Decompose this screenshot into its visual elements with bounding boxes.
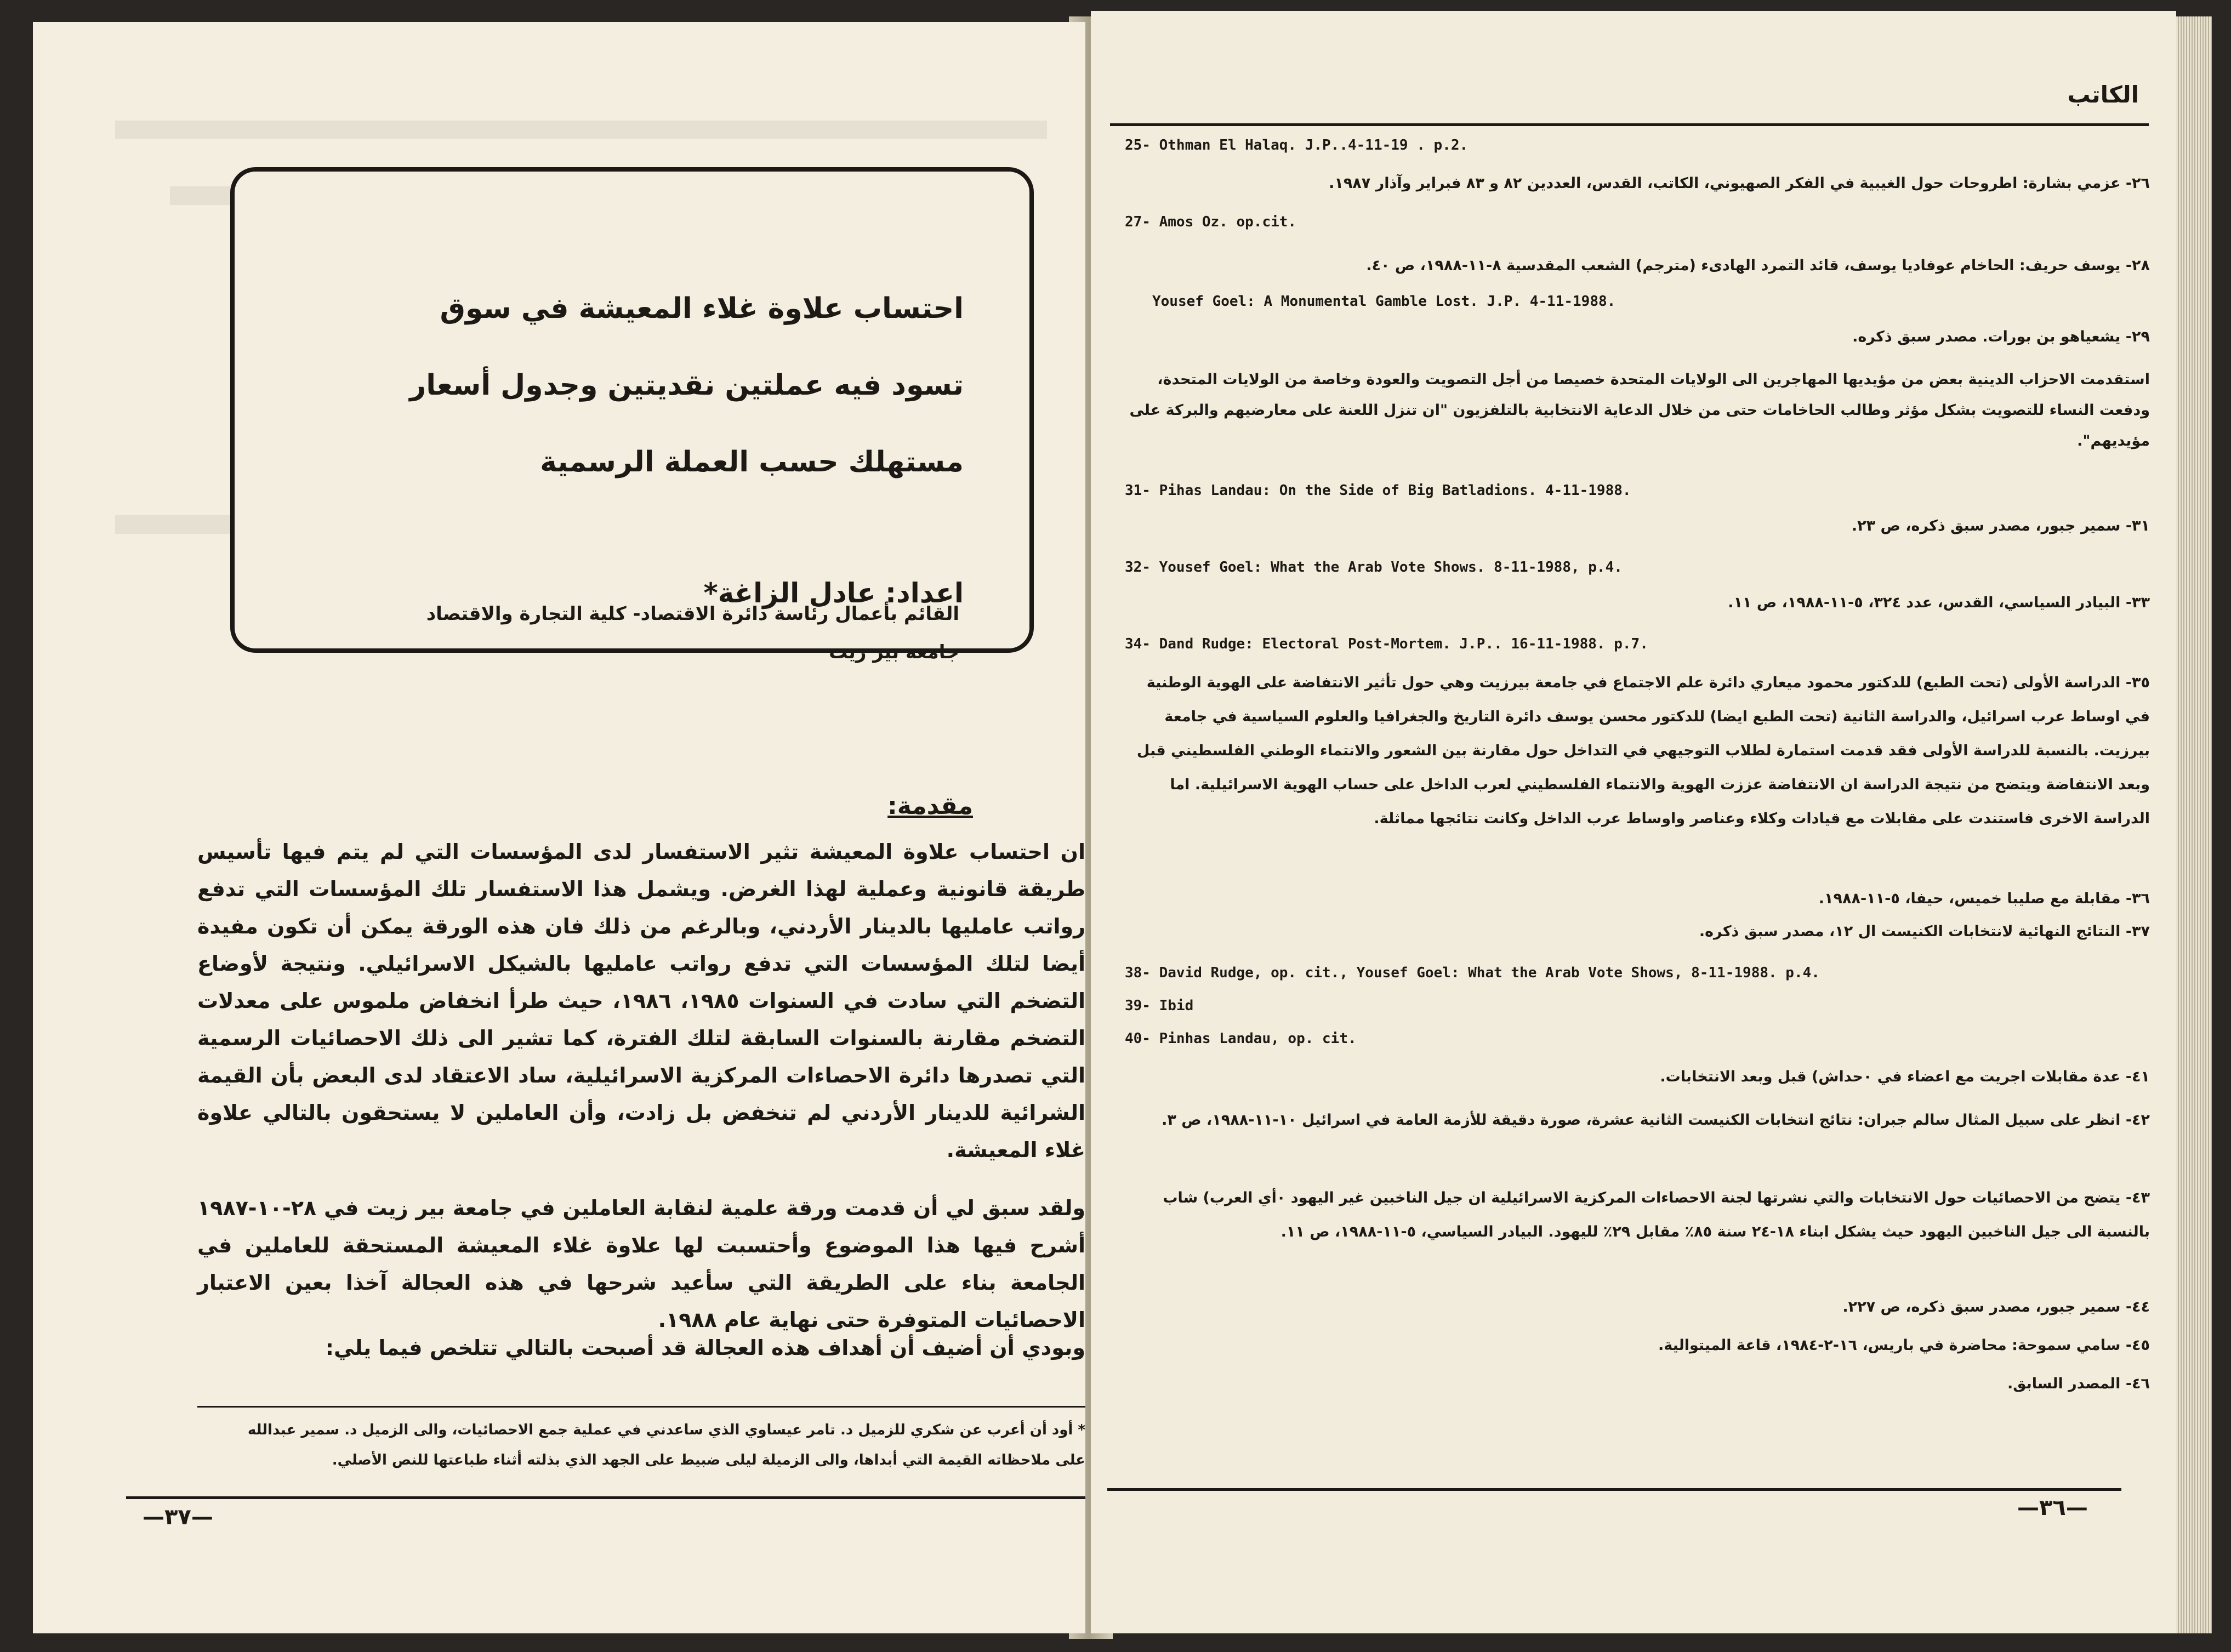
- running-head: الكاتب: [2067, 81, 2139, 108]
- reference-entry: ٣٥- الدراسة الأولى (تحت الطبع) للدكتور محمود ميعاري دائرة علم الاجتماع في جامعة بيرزيت وهي حول تأثير الانتفاضة على الهوية الوطنية في اوساط عرب اسرائيل، والدراسة الثانية (تحت الطبع ايضا) للدكتور محسن يوسف دائرة التاريخ والجغرافيا والعلوم السياسية في جامعة بيرزيت. بالنسبة للدراسة الأولى فقد قدمت استمارة لطلاب التوجيهي في التداخل حول مقارنة بين الشعور والانتماء الوطني الفلسطيني قبل وبعد الانتفاضة ويتضح من نتيجة الدراسة ان الانتفاضة عززت الهوية والانتماء الفلسطيني لعرب الداخل على حساب الهوية الاسرائيلية. اما الدراسة الاخرى فاستندت على مقابلات مع قيادات وكلاء وعناصر واوساط عرب الداخل وكانت نتائجها مماثلة.: [1136, 674, 2150, 827]
- reference-entry: ٤٤- سمير جبور، مصدر سبق ذكره، ص ٢٢٧.: [1842, 1298, 2150, 1315]
- reference-entry: 34- Dand Rudge: Electoral Post-Mortem. J.P.. 16-11-1988. p.7.: [1125, 636, 1648, 652]
- page-edges: [2173, 16, 2212, 1633]
- body-paragraph: ان احتساب علاوة المعيشة تثير الاستفسار لدى المؤسسات التي لم يتم فيها تأسيس طريقة قانونية وعملية لهذا الغرض. ويشمل هذا الاستفسار تلك المؤسسات التي تدفع رواتب عامليها بالدينار الأردني، وبالرغم من ذلك فان هذه الورقة يمكن أن تكون مفيدة أيضا لتلك المؤسسات التي تدفع رواتب عامليها بالشيكل الاسرائيلي. ونتيجة لأوضاع التضخم التي سادت في السنوات ١٩٨٥، ١٩٨٦، حيث طرأ انخفاض ملموس على معدلات التضخم مقارنة بالسنوات السابقة لتلك الفترة، كما تشير الى ذلك الاحصائيات الرسمية التي تصدرها دائرة الاحصاءات المركزية الاسرائيلية، ساد الاعتقاد لدى البعض بأن القيمة الشرائية للدينار الأردني لم تنخفض بل زادت، وأن العاملين لا يستحقون بالتالي علاوة غلاء المعيشة.: [197, 840, 1085, 1162]
- section-heading: مقدمة:: [887, 792, 973, 820]
- article-title-line-3: مستهلك حسب العملة الرسمية: [540, 446, 964, 478]
- body-paragraph: ولقد سبق لي أن قدمت ورقة علمية لنقابة العاملين في جامعة بير زيت في ٢٨-١٠-١٩٨٧ أشرح فيها هذا الموضوع وأحتسبت لها علاوة غلاء المعيشة المستحقة للعاملين في الجامعة بناء على الطريقة التي سأعيد شرحها في هذه العجالة آخذا بعين الاعتبار الاحصائيات المتوفرة حتى نهاية عام ١٩٨٨.: [197, 1196, 1085, 1332]
- reference-entry: 38- David Rudge, op. cit., Yousef Goel: What the Arab Vote Shows, 8-11-1988. p.4.: [1125, 965, 1820, 981]
- article-title-line-1: احتساب علاوة غلاء المعيشة في سوق: [440, 292, 964, 325]
- reference-entry: ٢٨- يوسف حريف: الحاخام عوفاديا يوسف، قائد التمرد الهادىء (مترجم) الشعب المقدسية ٨-١١-١٩٨٨، ص ٤٠.: [1366, 257, 2150, 274]
- reference-entry: ٣١- سمير جبور، مصدر سبق ذكره، ص ٢٣.: [1851, 517, 2150, 534]
- left-page: [33, 22, 1085, 1633]
- body-paragraph: وبودي أن أضيف أن أهداف هذه العجالة قد أصبحت بالتالي تتلخص فيما يلي:: [325, 1336, 1085, 1360]
- author-university: جامعة بير زيت: [829, 641, 959, 663]
- reference-entry: 40- Pinhas Landau, op. cit.: [1125, 1030, 1357, 1047]
- show-through-text: [115, 121, 1047, 139]
- reference-entry: 31- Pihas Landau: On the Side of Big Batladions. 4-11-1988.: [1125, 482, 1631, 499]
- reference-entry: ٤٥- سامي سموحة: محاضرة في باريس، ١٦-٢-١٩٨٤، قاعة الميتوالية.: [1658, 1337, 2150, 1354]
- reference-entry: 32- Yousef Goel: What the Arab Vote Shows. 8-11-1988, p.4.: [1125, 559, 1623, 576]
- reference-entry: 25- Othman El Halaq. J.P..4-11-19 . p.2.: [1125, 137, 1469, 153]
- reference-entry: ٣٧- النتائج النهائية لانتخابات الكنيست ال ١٢، مصدر سبق ذكره.: [1699, 923, 2150, 940]
- reference-entry: ٢٩- يشعياهو بن بورات. مصدر سبق ذكره.: [1852, 328, 2150, 345]
- reference-entry: Yousef Goel: A Monumental Gamble Lost. J.P. 4-11-1988.: [1152, 293, 1616, 310]
- header-rule: [1110, 123, 2149, 126]
- title-box: [230, 167, 1034, 653]
- page-bottom-rule: [1107, 1488, 2121, 1491]
- reference-entry: ٤٣- يتضح من الاحصائيات حول الانتخابات والتي نشرتها لجنة الاحصاءات المركزية الاسرائيلية ان جيل الناخبين غير اليهود ٠أي العرب) شاب بالنسبة الى جيل الناخبين اليهود حيث يشكل ابناء ١٨-٢٤ سنة ٨٥٪ مقابل ٢٩٪ لليهود. البيادر السياسي، ٥-١١-١٩٨٨، ص ١١.: [1163, 1189, 2150, 1240]
- reference-entry: 39- Ibid: [1125, 998, 1194, 1014]
- footnote-rule: [197, 1406, 1085, 1408]
- author-line: اعداد: عادل الزاغة*: [703, 577, 964, 609]
- page-bottom-rule: [126, 1496, 1085, 1499]
- article-title-line-2: تسود فيه عملتين نقديتين وجدول أسعار: [409, 369, 964, 402]
- reference-entry: استقدمت الاحزاب الدينية بعض من مؤيديها المهاجرين الى الولايات المتحدة خصيصا من أجل التصويت والعودة وخاصة من الولايات المتحدة، ودفعت النساء للتصويت بشكل مؤثر وطالب الحاخامات حتى من خلال الدعاية الانتخابية بالتلفزيون "ان تنزل اللعنة على معارضيهم والبركة على مؤيديهم".: [1129, 371, 2150, 449]
- right-page: [1091, 11, 2176, 1633]
- reference-entry: 27- Amos Oz. op.cit.: [1125, 214, 1297, 230]
- page-number: —٣٦—: [2017, 1495, 2088, 1520]
- reference-entry: ٤١- عدة مقابلات اجريت مع اعضاء في ٠حداش) قبل وبعد الانتخابات.: [1660, 1068, 2150, 1085]
- footnote-line: على ملاحظاته القيمة التي أبداها، والى الزميلة ليلى ضبيط على الجهد الذي بذلته أثناء طباعتها للنص الأصلي.: [332, 1452, 1085, 1468]
- reference-entry: ٣٦- مقابلة مع صليبا خميس، حيفا، ٥-١١-١٩٨٨.: [1818, 890, 2150, 907]
- reference-entry: ٤٢- انظر على سبيل المثال سالم جبران: نتائج انتخابات الكنيست الثانية عشرة، صورة دقيقة للأزمة العامة في اسرائيل ١٠-١١-١٩٨٨، ص ٣.: [1162, 1112, 2150, 1129]
- footnote-line: * أود أن أعرب عن شكري للزميل د. تامر عيساوي الذي ساعدني في عملية جمع الاحصائيات، والى الزميل د. سمير عبدالله: [247, 1422, 1085, 1438]
- reference-entry: ٣٣- البيادر السياسي، القدس، عدد ٣٢٤، ٥-١١-١٩٨٨، ص ١١.: [1728, 594, 2150, 611]
- reference-entry: ٢٦- عزمي بشارة: اطروحات حول الغيبية في الفكر الصهيوني، الكاتب، القدس، العددين ٨٢ و ٨٣ فبراير وآذار ١٩٨٧.: [1329, 175, 2150, 192]
- author-affiliation: القائم بأعمال رئاسة دائرة الاقتصاد- كلية التجارة والاقتصاد: [426, 603, 959, 625]
- page-number: —٣٧—: [143, 1505, 213, 1530]
- reference-entry: ٤٦- المصدر السابق.: [2007, 1375, 2150, 1392]
